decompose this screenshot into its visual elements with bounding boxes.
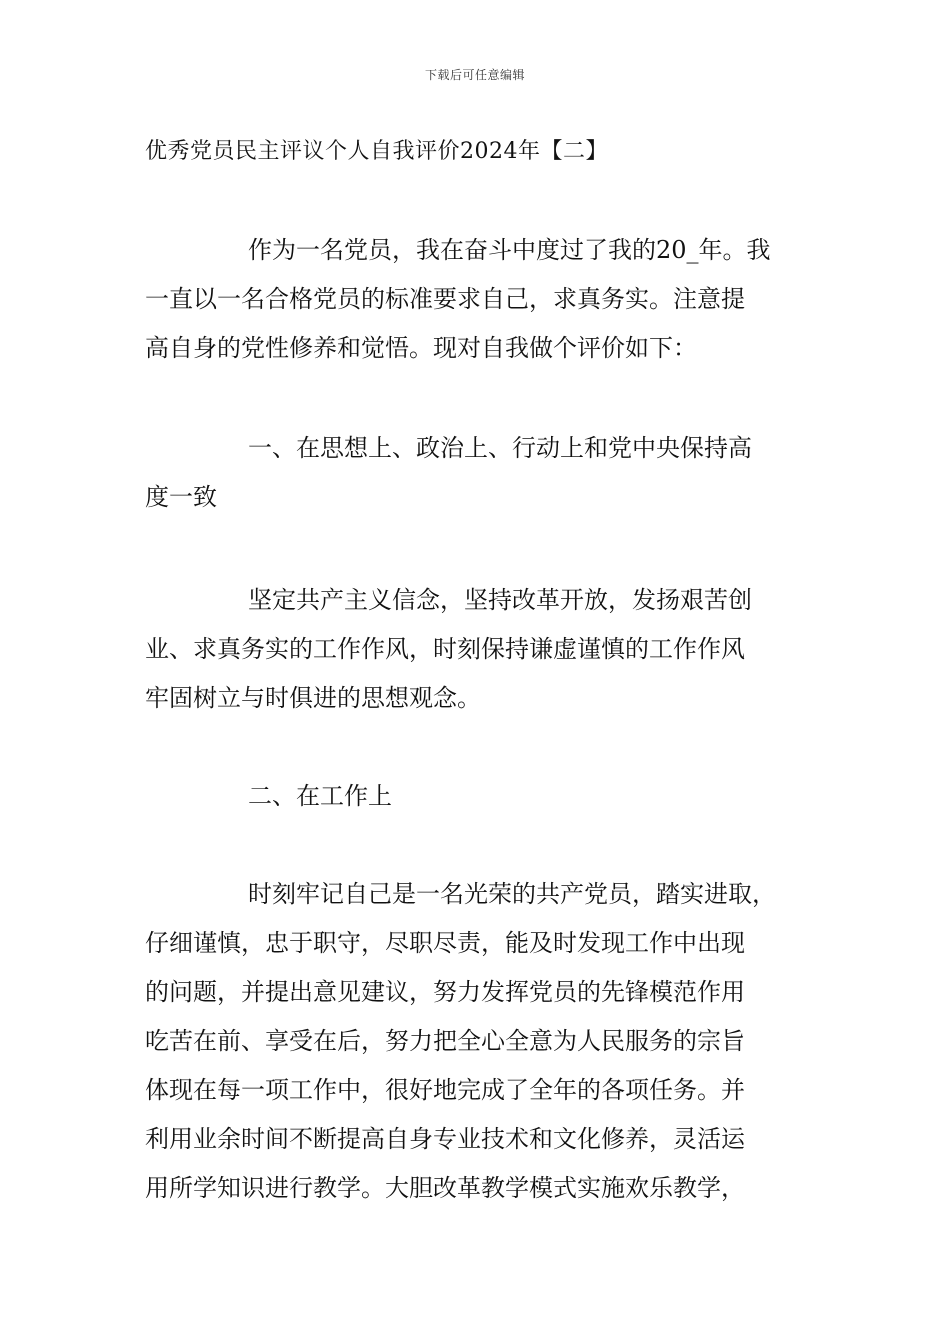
paragraph-line: 时刻牢记自己是一名光荣的共产党员，踏实进取， <box>248 880 776 908</box>
paragraph-line: 二、在工作上 <box>248 782 392 810</box>
paragraph-line: 业、求真务实的工作作风，时刻保持谦虚谨慎的工作作风 <box>145 635 745 663</box>
paragraph-line: 作为一名党员，我在奋斗中度过了我的20_年。我 <box>248 236 771 264</box>
page-header-note: 下载后可任意编辑 <box>424 68 525 82</box>
paragraph-line: 用所学知识进行教学。大胆改革教学模式实施欢乐教学， <box>145 1174 745 1202</box>
paragraph-line: 仔细谨慎，忠于职守，尽职尽责，能及时发现工作中出现 <box>145 929 745 957</box>
section-heading-2 <box>145 772 825 821</box>
section-heading-1 <box>145 424 825 522</box>
paragraph-line: 牢固树立与时俱进的思想观念。 <box>145 684 481 712</box>
paragraph-line: 度一致 <box>145 483 217 511</box>
paragraph-line: 坚定共产主义信念，坚持改革开放，发扬艰苦创 <box>248 586 752 614</box>
paragraph-line: 吃苦在前、享受在后，努力把全心全意为人民服务的宗旨 <box>145 1027 745 1055</box>
paragraph-intro <box>145 226 825 373</box>
document-title: 优秀党员民主评议个人自我评价2024年【二】 <box>145 139 608 164</box>
paragraph-line: 一直以一名合格党员的标准要求自己，求真务实。注意提 <box>145 285 745 313</box>
paragraph-section-2 <box>145 870 825 1213</box>
paragraph-line: 高自身的党性修养和觉悟。现对自我做个评价如下： <box>145 334 697 362</box>
paragraph-line: 利用业余时间不断提高自身专业技术和文化修养，灵活运 <box>145 1125 745 1153</box>
paragraph-line: 一、在思想上、政治上、行动上和党中央保持高 <box>248 434 752 462</box>
paragraph-section-1 <box>145 576 825 723</box>
paragraph-line: 的问题，并提出意见建议，努力发挥党员的先锋模范作用 <box>145 978 745 1006</box>
paragraph-line: 体现在每一项工作中，很好地完成了全年的各项任务。并 <box>145 1076 745 1104</box>
